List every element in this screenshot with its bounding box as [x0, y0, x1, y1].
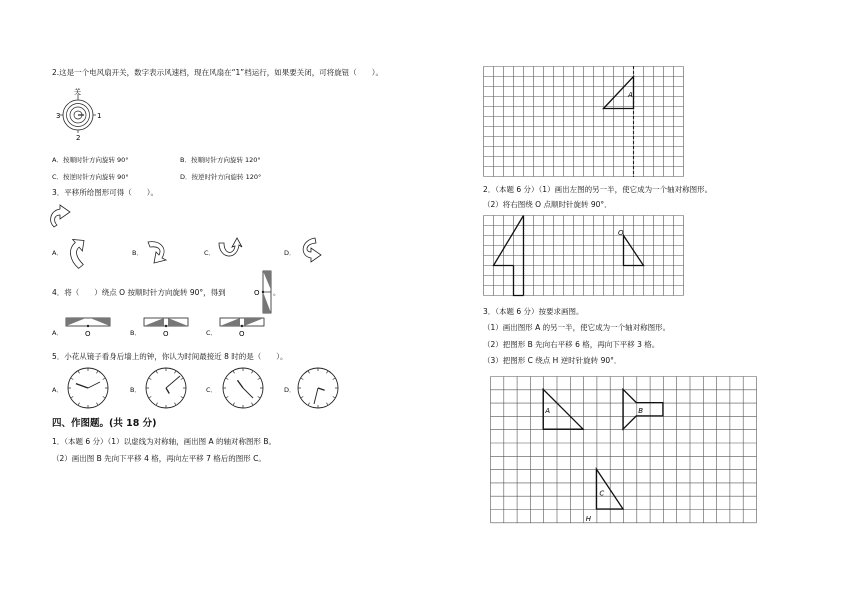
svg-text:O: O	[85, 330, 91, 338]
half-figure-upper	[494, 216, 524, 266]
q5-option-d[interactable]: D．	[284, 386, 296, 394]
clock-face-icon	[68, 368, 108, 408]
dial-label-1: 1	[97, 112, 102, 120]
q2-option-d[interactable]: D．按逆时针方向旋转 120°	[180, 173, 262, 181]
q5-option-b[interactable]: B．	[130, 386, 141, 394]
svg-text:O: O	[163, 330, 169, 338]
section4-p3-line1: 3．（本题 6 分）按要求画图。	[483, 307, 584, 316]
q3-option-a[interactable]: A．	[52, 249, 63, 257]
q3-option-b[interactable]: B．	[132, 249, 143, 257]
q5-text: 5．小花从镜子看身后墙上的钟，你认为时间最接近 8 时的是（ ）。	[52, 352, 288, 361]
point-h-label: H	[585, 514, 592, 523]
q2-option-b[interactable]: B．按顺时针方向旋转 120°	[180, 156, 261, 164]
section4-p3-item-1: （1）画出图形 A 的另一半，使它成为一个轴对称图形。	[483, 323, 671, 332]
section4-p2-line1: 2．（本题 6 分）（1）画出左图的另一半，使它成为一个轴对称图形。	[483, 185, 713, 194]
grid-1	[483, 66, 685, 178]
clock-face-icon	[298, 368, 338, 408]
section4-p3-item-2: （2）把图形 B 先向右平移 6 格，再向下平移 3 格。	[483, 340, 660, 349]
grid-3	[490, 376, 758, 522]
shape-b-label: B	[638, 407, 644, 416]
q4-option-b[interactable]: B．	[130, 329, 141, 337]
clock-face-icon	[146, 368, 186, 408]
grid-lines	[484, 67, 684, 177]
grid-2	[483, 215, 685, 296]
svg-text:。: 。	[273, 289, 280, 297]
section4-p1-line1: 1．（本题 6 分）（1）以虚线为对称轴，画出图 A 的轴对称图形 B。	[52, 437, 277, 446]
q4-option-c[interactable]: C．	[206, 329, 218, 337]
clock-face-icon	[223, 368, 263, 408]
q2-text: 2.这是一个电风扇开关，数字表示风速档，现在风扇在“1”档运行，如果要关闭，可将旋钮（ ）。	[52, 68, 383, 77]
dial-label-3: 3	[56, 112, 61, 120]
dial-label-off: 关	[74, 88, 81, 96]
shape-c-label: C	[599, 489, 605, 498]
shape-a-label: A	[628, 91, 633, 99]
shape-a-label: A	[545, 407, 550, 416]
q4-point-o-label: O	[254, 289, 260, 297]
q3-option-c[interactable]: C．	[204, 249, 216, 257]
dial-label-2: 2	[76, 134, 81, 142]
half-figure-lower	[514, 266, 524, 296]
q2-option-c[interactable]: C．按逆时针方向旋转 90°	[52, 173, 129, 181]
section4-p1-line2: （2）画出图 B 先向下平移 4 格，再向左平移 7 格后的图形 C。	[52, 454, 266, 463]
q2-option-a[interactable]: A．按顺时针方向旋转 90°	[52, 156, 129, 164]
point-o-label: O	[618, 229, 624, 237]
section4-p3-item-3: （3）把图形 C 绕点 H 逆时针旋转 90°．	[483, 356, 622, 365]
q4-option-a[interactable]: A．	[52, 329, 63, 337]
q5-option-c[interactable]: C．	[206, 386, 218, 394]
svg-text:O: O	[239, 330, 245, 338]
section4-p2-line2: （2）将右图绕 O 点顺时针旋转 90°．	[483, 200, 612, 209]
q4-text: 4．将（ ）绕点 O 按顺时针方向旋转 90°，得到	[52, 288, 226, 297]
q3-option-d[interactable]: D．	[284, 249, 296, 257]
q3-text: 3．平移所给图形可得（ ）。	[52, 188, 159, 197]
q5-option-a[interactable]: A．	[52, 386, 63, 394]
section4-heading: 四、作图题。(共 18 分)	[52, 418, 157, 429]
